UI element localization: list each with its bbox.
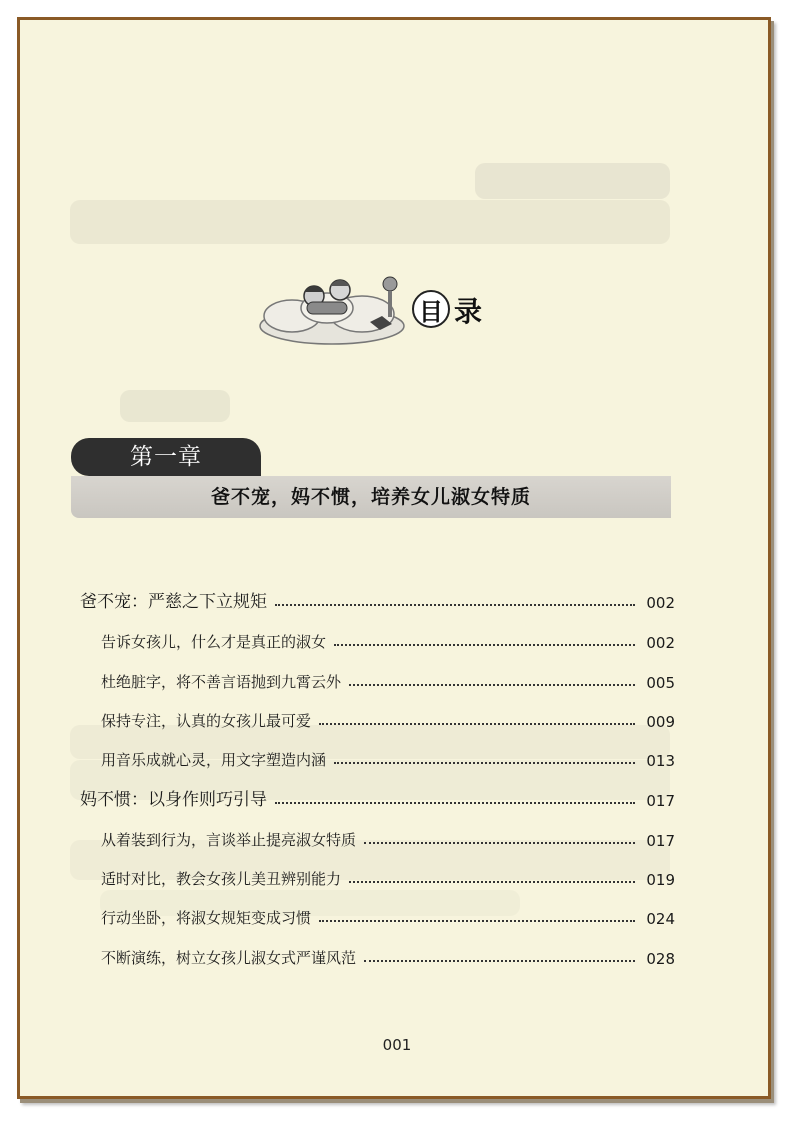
book-page (17, 17, 771, 1099)
toc-page-number: 019 (646, 871, 675, 889)
chapter-label: 第一章 (71, 438, 261, 476)
leader-dots (364, 959, 635, 962)
toc-heading-circle-char: 目 (412, 290, 450, 328)
toc-item-entry[interactable] (101, 942, 675, 968)
toc-item-entry[interactable] (101, 666, 675, 692)
toc-item-entry[interactable] (101, 705, 675, 731)
toc-item-title: 告诉女孩儿，什么才是真正的淑女 (101, 633, 327, 651)
toc-section-title: 爸不宠：严慈之下立规矩 (80, 592, 267, 612)
toc-page-number: 017 (646, 832, 675, 850)
leader-dots (334, 643, 635, 646)
toc-item-title: 不断演练，树立女孩儿淑女式严谨风范 (101, 949, 357, 967)
show-through-shape (475, 163, 670, 199)
show-through-shape (70, 200, 670, 244)
toc-item-entry[interactable] (101, 824, 675, 850)
toc-section-entry[interactable] (80, 784, 675, 810)
toc-page-number: 013 (646, 752, 675, 770)
toc-item-title: 行动坐卧，将淑女规矩变成习惯 (101, 909, 312, 927)
toc-page-number: 024 (646, 910, 675, 928)
toc-item-entry[interactable] (101, 744, 675, 770)
toc-item-title: 适时对比，教会女孩儿美丑辨别能力 (101, 870, 342, 888)
leader-dots (349, 683, 635, 686)
toc-item-title: 保持专注，认真的女孩儿最可爱 (101, 712, 312, 730)
toc-page-number: 002 (646, 634, 675, 652)
toc-heading-char: 录 (454, 295, 483, 328)
toc-section-title: 妈不惯：以身作则巧引导 (80, 790, 267, 810)
cloud-children-illustration (252, 256, 412, 351)
toc-page-number: 002 (646, 594, 675, 612)
toc-section-entry[interactable] (80, 586, 675, 612)
show-through-shape (120, 390, 230, 422)
chapter-title: 爸不宠，妈不惯，培养女儿淑女特质 (71, 476, 671, 518)
toc-item-title: 杜绝脏字，将不善言语抛到九霄云外 (101, 673, 342, 691)
page-number: 001 (382, 1036, 412, 1054)
toc-item-entry[interactable] (101, 863, 675, 889)
leader-dots (349, 880, 635, 883)
leader-dots (275, 603, 635, 606)
leader-dots (334, 761, 635, 764)
toc-page-number: 028 (646, 950, 675, 968)
toc-page-number: 017 (646, 792, 675, 810)
leader-dots (319, 722, 635, 725)
toc-item-title: 用音乐成就心灵，用文字塑造内涵 (101, 751, 327, 769)
leader-dots (319, 919, 635, 922)
leader-dots (275, 801, 635, 804)
toc-page-number: 009 (646, 713, 675, 731)
leader-dots (364, 841, 635, 844)
toc-item-entry[interactable] (101, 626, 675, 652)
toc-item-title: 从着装到行为，言谈举止提亮淑女特质 (101, 831, 357, 849)
toc-page-number: 005 (646, 674, 675, 692)
toc-heading (412, 288, 482, 330)
toc-item-entry[interactable] (101, 902, 675, 928)
